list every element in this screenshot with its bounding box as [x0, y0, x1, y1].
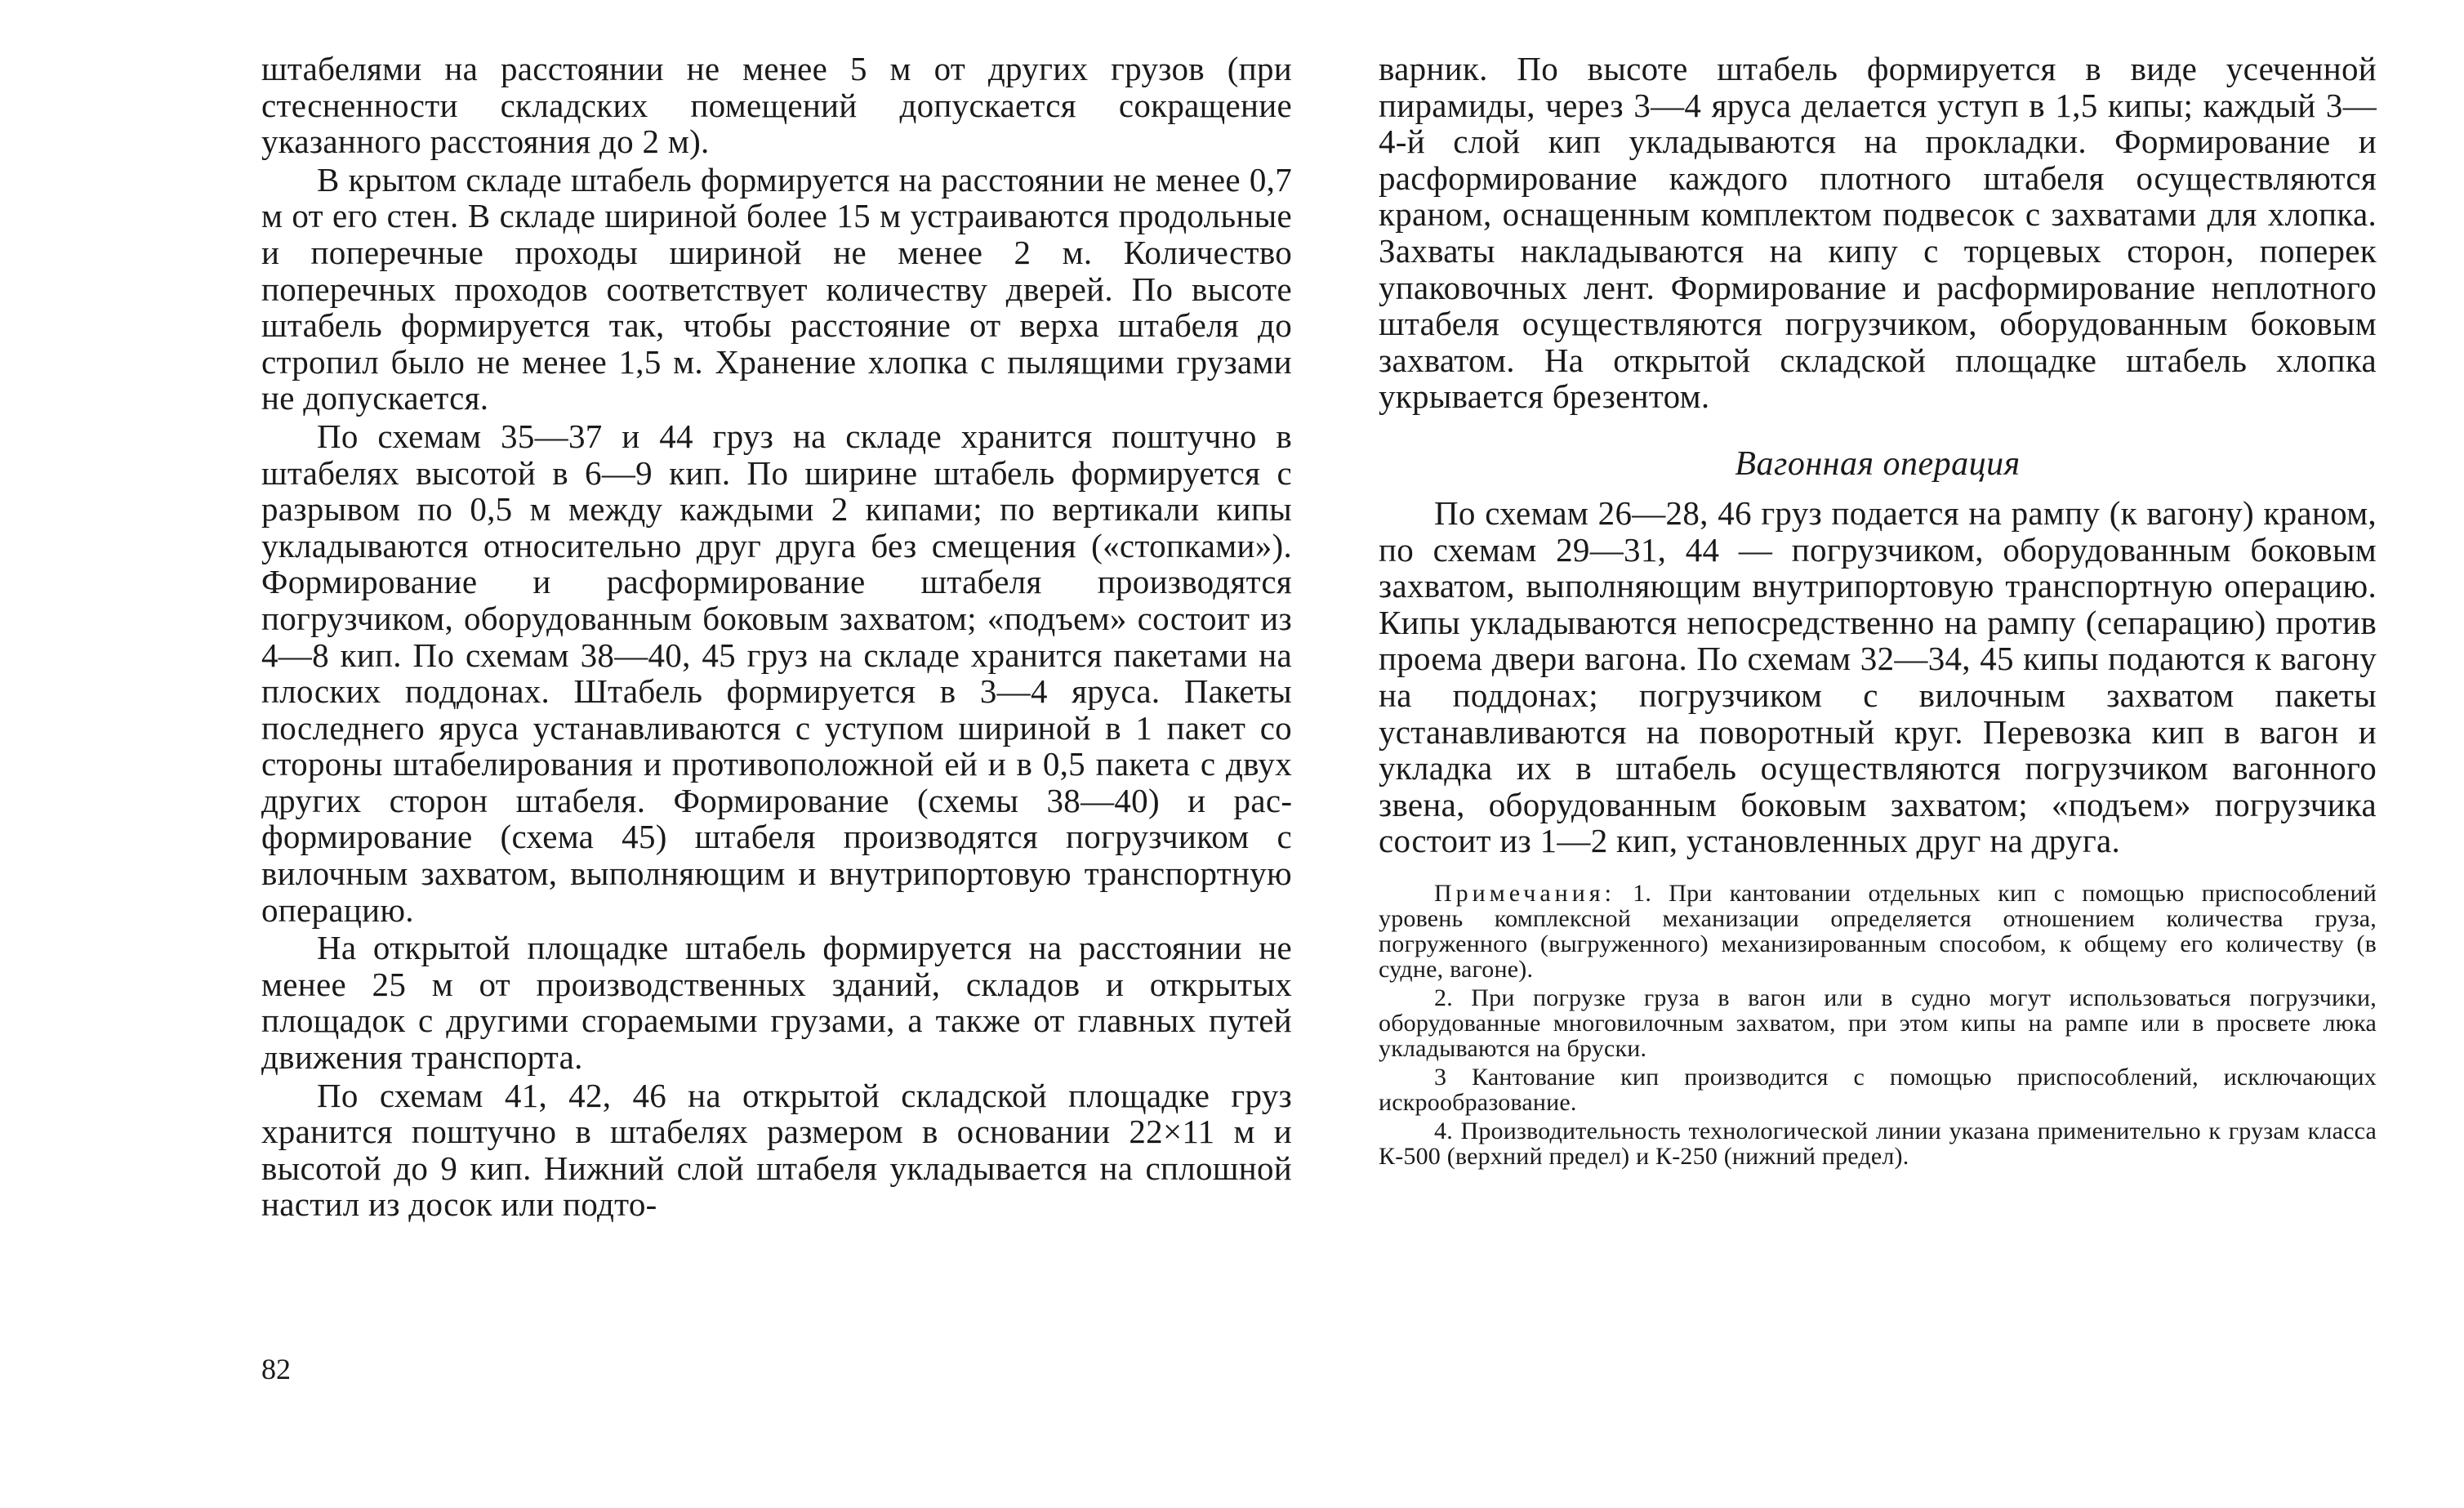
left-paragraph-3: По схемам 35—37 и 44 груз на складе хранится поштучно в штабелях высотой в 6—9 кип. По ширине штабель формируется с разрывом по 0,5 м между каждыми 2 кипами; по вертикали кипы укладываются относительно друг друга без смещения («стопками»). Формирование и расформирование штабеля производятся погрузчиком, оборудованным боковым захватом; «подъем» состоит из 4—8 кип. По схемам 38—40, 45 груз на складе хранится пакетами на плоских поддонах. Штабель формируется в 3—4 яруса. Пакеты последнего яруса устанавливаются с уступом шириной в 1 пакет со стороны штабелирования и противоположной ей и в 0,5 пакета с двух других сторон штабеля. Формирование (схемы 38—40) и расформирование (схема 45) штабеля производятся погрузчиком с вилочным захватом, выполняющим и внутрипортовую транспортную операцию. [261, 417, 1292, 929]
notes-label: Примечания: [1434, 879, 1615, 907]
note-1-text: 1. При кантовании отдельных кип с помощью приспособлений уровень комплексной механизации определяется отношением количества груза, погруженного (выгруженного) механизированным способом, к общему его количеству (в судне, вагоне). [1379, 879, 2377, 983]
note-2: 2. При погрузке груза в вагон или в судно могут использоваться погрузчики, оборудованные многовилочным захватом, при этом кипы на рампе или в просвете люка укладываются на бруски. [1379, 984, 2377, 1062]
section-heading: Вагонная операция [1735, 444, 2021, 483]
note-3: 3 Кантование кип производится с помощью приспособлений, исключающих искрообразование. [1379, 1063, 2377, 1116]
left-paragraph-5: По схемам 41, 42, 46 на открытой складской площадке груз хранится поштучно в штабелях размером в основании 22×11 м и высотой до 9 кип. Нижний слой штабеля укладывается на сплошной настил из досок или подто- [261, 1076, 1292, 1224]
right-intro-paragraph: варник. По высоте штабель формируется в виде усеченной пирамиды, через 3—4 яруса делается уступ в 1,5 кипы; каждый 3—4-й слой кип укладываются на прокладки. Формирование и расформирование каждого плотного штабеля осуществляются краном, оснащенным комплектом подвесок с захватами для хлопка. Захваты накладываются на кипу с торцевых сторон, поперек упаковочных лент. Формирование и расформирование неплотного штабеля осуществляются погрузчиком, оборудованным боковым захватом. На открытой складской площадке штабель хлопка укрывается брезентом. [1379, 50, 2377, 416]
right-page [1379, 51, 2377, 1169]
left-page [261, 51, 1292, 1223]
note-1 [1379, 881, 2377, 982]
left-paragraph-4: На открытой площадке штабель формируется на расстоянии не менее 25 м от производственных зданий, складов и открытых площадок с другими сгораемыми грузами, а также от главных путей движения транспорта. [261, 929, 1292, 1077]
left-paragraph-1: штабелями на расстоянии не менее 5 м от других грузов (при стесненности складских помещений допускается сокращение указанного расстояния до 2 м). [261, 50, 1292, 161]
notes-block [1379, 881, 2377, 1169]
page-number: 82 [261, 1353, 291, 1385]
note-4: 4. Производительность технологической линии указана применительно к грузам класса К-500 (верхний предел) и К-250 (нижний предел). [1379, 1117, 2377, 1170]
left-paragraph-2: В крытом складе штабель формируется на расстоянии не менее 0,7 м от его стен. В складе шириной более 15 м устраиваются продольные и поперечные проходы шириной не менее 2 м. Количество поперечных проходов соответствует количеству дверей. По высоте штабель формируется так, чтобы расстояние от верха штабеля до стропил было не менее 1,5 м. Хранение хлопка с пылящими грузами не допускается. [261, 160, 1292, 417]
section-paragraph: По схемам 26—28, 46 груз подается на рампу (к вагону) краном, по схемам 29—31, 44 — погрузчиком, оборудованным боковым захватом, выполняющим внутрипортовую транспортную операцию. Кипы укладываются непосредственно на рампу (сепарацию) против проема двери вагона. По схемам 32—34, 45 кипы подаются к вагону на поддонах; погрузчиком с вилочным захватом пакеты устанавливаются на поворотный круг. Перевозка кип в вагон и укладка их в штабель осуществляются погрузчиком вагонного звена, оборудованным боковым захватом; «подъем» погрузчика состоит из 1—2 кип, установленных друг на друга. [1379, 493, 2377, 860]
